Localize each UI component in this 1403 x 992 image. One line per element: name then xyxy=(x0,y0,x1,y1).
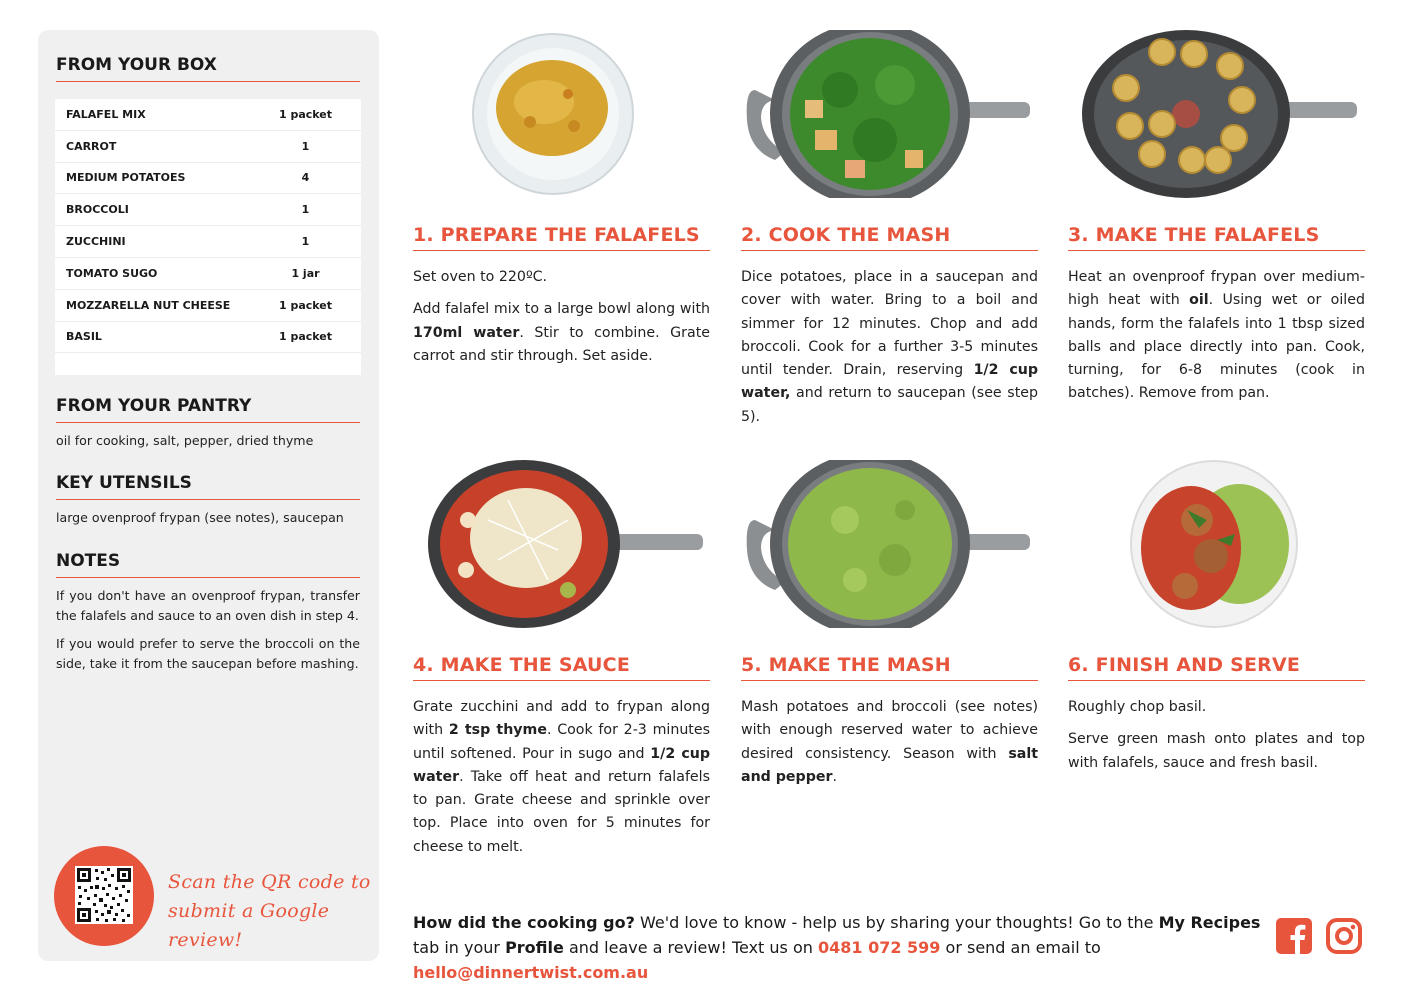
ingredient-name: MEDIUM POTATOES xyxy=(66,171,186,185)
footer-question: How did the cooking go? xyxy=(413,913,635,932)
step3-body xyxy=(1068,266,1365,415)
table-row xyxy=(55,258,361,290)
step3-frypan-image xyxy=(1082,30,1357,198)
utensils-text: large ovenproof frypan (see notes), saucepan xyxy=(56,510,344,525)
step2-saucepan-image xyxy=(745,30,1030,198)
notes-title: NOTES xyxy=(56,551,360,578)
utensils-title: KEY UTENSILS xyxy=(56,473,360,500)
step6-plate-image xyxy=(1127,460,1302,628)
step4-sauce-pan-image xyxy=(428,460,703,628)
bold-text: oil xyxy=(1189,292,1209,309)
ingredient-name: TOMATO SUGO xyxy=(66,266,158,280)
bold-text: 2 tsp thyme xyxy=(448,722,547,739)
table-row xyxy=(55,163,361,195)
ingredient-qty: 1 xyxy=(301,203,310,217)
text: Add falafel mix to a large bowl along with xyxy=(413,301,710,318)
text: . xyxy=(832,768,837,785)
ingredients-sidebar xyxy=(38,30,379,961)
profile-text: Profile xyxy=(505,938,564,957)
step5-body xyxy=(741,696,1038,798)
qr-caption-line1: Scan the QR code to xyxy=(168,871,371,893)
step1-bowl-image xyxy=(470,32,636,196)
step5-p1 xyxy=(741,696,1038,789)
text: Mash potatoes and broccoli (see notes) with enough reserved water to achieve desired consistency. Season with xyxy=(741,699,1038,762)
step3-title: 3. MAKE THE FALAFELS xyxy=(1068,224,1365,251)
pantry-text: oil for cooking, salt, pepper, dried thyme xyxy=(56,433,314,448)
notes-text xyxy=(56,586,360,682)
email-link[interactable]: hello@dinnertwist.com.au xyxy=(413,963,649,982)
instagram-icon[interactable] xyxy=(1326,918,1362,954)
ingredient-name: BROCCOLI xyxy=(66,203,129,217)
qr-badge xyxy=(54,846,154,946)
text: Dice potatoes, place in a saucepan and cover with water. Bring to a boil and simmer for 12 minutes. Chop and add broccoli. Cook for a further 3-5 minutes until tender. Drain, reserving xyxy=(741,269,1038,379)
table-row xyxy=(55,194,361,226)
ingredient-qty: 1 packet xyxy=(278,298,333,312)
text: We'd love to know - help us by sharing your thoughts! Go to the xyxy=(634,913,1159,932)
ingredient-qty: 4 xyxy=(301,171,310,185)
step1-body xyxy=(413,266,710,377)
step4-p1 xyxy=(413,696,710,859)
step2-p1 xyxy=(741,266,1038,429)
ingredient-qty: 1 packet xyxy=(278,330,333,344)
phone-link[interactable]: 0481 072 599 xyxy=(817,938,941,957)
text: . Using wet or oiled hands, form the falafels into 1 tbsp sized balls and place directly into pan. Cook, turning, for 6-8 minutes (cook in batches). Remove from pan. xyxy=(1068,292,1365,402)
text: and return to saucepan (see step 5). xyxy=(741,385,1038,425)
text: . Take off heat and return falafels to pan. Grate cheese and sprinkle over top. Place into oven for 5 minutes for cheese to melt. xyxy=(413,768,710,855)
note-2: If you would prefer to serve the broccoli on the side, take it from the saucepan before mashing. xyxy=(56,636,360,671)
ingredient-qty: 1 jar xyxy=(291,266,320,280)
step1-p1: Set oven to 220ºC. xyxy=(413,269,548,285)
ingredient-name: FALAFEL MIX xyxy=(66,107,146,121)
text: Grate zucchini and add to frypan along with xyxy=(413,699,710,739)
step1-title: 1. PREPARE THE FALAFELS xyxy=(413,224,710,251)
pantry-title: FROM YOUR PANTRY xyxy=(56,396,360,423)
step5-mash-image xyxy=(745,460,1030,628)
step6-p1: Roughly chop basil. xyxy=(1068,699,1207,715)
step5-title: 5. MAKE THE MASH xyxy=(741,654,1038,681)
table-row xyxy=(55,290,361,322)
table-row xyxy=(55,99,361,131)
text: . Stir to combine. Grate carrot and stir through. Set aside. xyxy=(413,324,710,364)
ingredient-name: ZUCCHINI xyxy=(66,235,126,249)
step6-title: 6. FINISH AND SERVE xyxy=(1068,654,1365,681)
bold-text: 1/2 cup water xyxy=(413,745,710,785)
review-footer xyxy=(413,910,1263,985)
ingredient-qty: 1 xyxy=(301,235,310,249)
text: Heat an ovenproof frypan over medium-high heat with xyxy=(1068,269,1365,309)
table-row xyxy=(55,322,361,354)
text: tab in your xyxy=(413,938,506,957)
text: or send an email to xyxy=(940,938,1101,957)
bold-text: 170ml water xyxy=(413,324,520,341)
ingredient-name: BASIL xyxy=(66,330,102,344)
step4-body xyxy=(413,696,710,868)
step3-p1 xyxy=(1068,266,1365,406)
bold-text: salt and pepper xyxy=(741,745,1038,785)
note-1: If you don't have an ovenproof frypan, transfer the falafels and sauce to an oven dish in step 4. xyxy=(56,588,360,623)
step6-body xyxy=(1068,696,1365,784)
step2-body xyxy=(741,266,1038,438)
step1-p2 xyxy=(413,298,710,368)
box-ingredients-table xyxy=(55,99,361,375)
my-recipes-text: My Recipes xyxy=(1158,913,1261,932)
bold-text: 1/2 cup water, xyxy=(741,362,1038,402)
qr-caption xyxy=(168,868,379,955)
ingredient-name: MOZZARELLA NUT CHEESE xyxy=(66,298,231,312)
step4-title: 4. MAKE THE SAUCE xyxy=(413,654,710,681)
ingredient-qty: 1 packet xyxy=(278,107,333,121)
table-row xyxy=(55,131,361,163)
ingredient-qty: 1 xyxy=(301,139,310,153)
ingredient-name: CARROT xyxy=(66,139,117,153)
qr-caption-line2: submit a Google review! xyxy=(168,900,330,951)
step2-title: 2. COOK THE MASH xyxy=(741,224,1038,251)
table-row xyxy=(55,226,361,258)
text: and leave a review! Text us on xyxy=(563,938,818,957)
from-your-box-title: FROM YOUR BOX xyxy=(56,55,360,82)
facebook-icon[interactable] xyxy=(1276,918,1312,954)
text: . Cook for 2-3 minutes until softened. Pour in sugo and xyxy=(413,722,710,762)
step6-p2: Serve green mash onto plates and top with falafels, sauce and fresh basil. xyxy=(1068,731,1365,771)
qr-code-icon[interactable] xyxy=(75,866,133,924)
